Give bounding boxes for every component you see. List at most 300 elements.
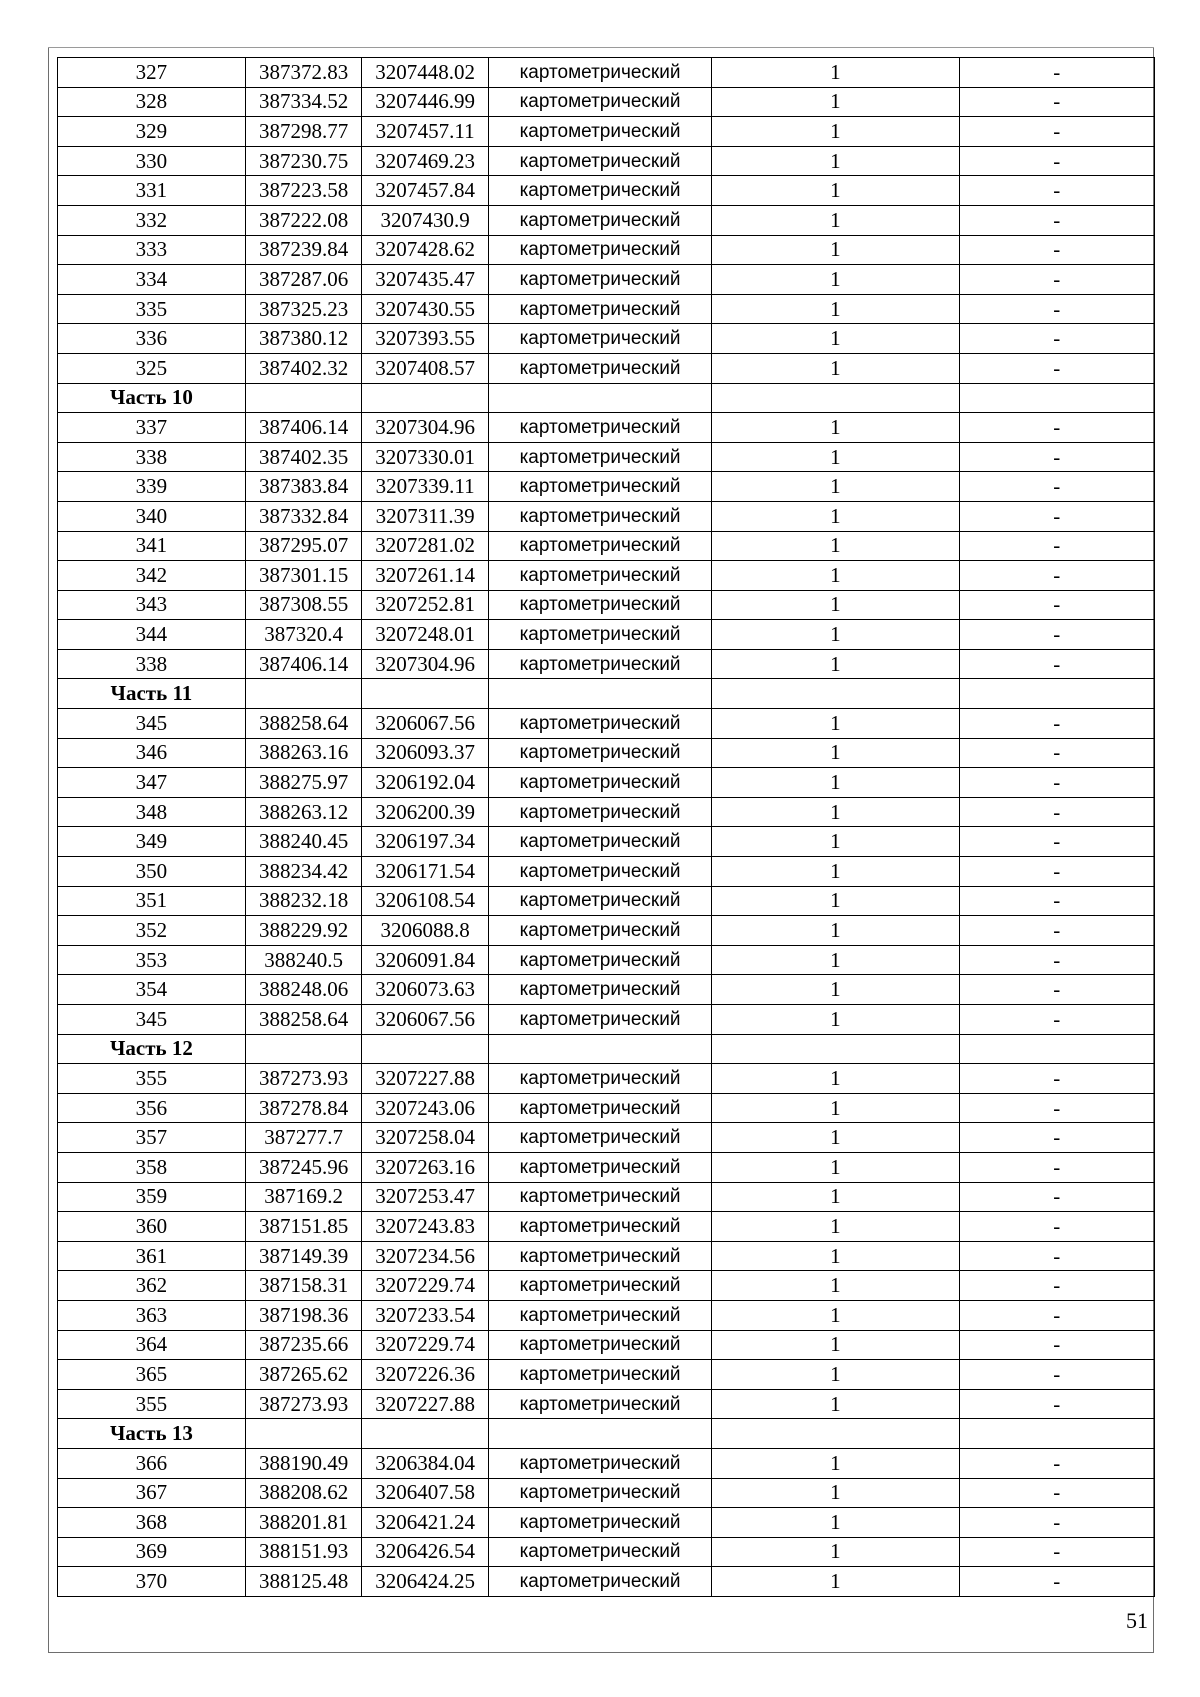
accuracy-cell: 1 [712, 1241, 959, 1271]
y-coordinate-cell: 3207263.16 [362, 1152, 488, 1182]
y-coordinate-cell: 3207226.36 [362, 1360, 488, 1390]
table-row [58, 1093, 1155, 1123]
empty-cell [245, 679, 362, 709]
point-number-cell: 362 [58, 1271, 246, 1301]
method-cell: картометрический [488, 738, 712, 768]
point-number-cell: 369 [58, 1537, 246, 1567]
method-cell: картометрический [488, 176, 712, 206]
note-cell: - [959, 886, 1154, 916]
note-cell: - [959, 857, 1154, 887]
method-cell: картометрический [488, 472, 712, 502]
point-number-cell: 358 [58, 1152, 246, 1182]
point-number-cell: 367 [58, 1478, 246, 1508]
accuracy-cell: 1 [712, 235, 959, 265]
note-cell: - [959, 324, 1154, 354]
x-coordinate-cell: 387406.14 [245, 649, 362, 679]
y-coordinate-cell: 3207304.96 [362, 413, 488, 443]
note-cell: - [959, 1152, 1154, 1182]
note-cell: - [959, 531, 1154, 561]
note-cell: - [959, 768, 1154, 798]
x-coordinate-cell: 388258.64 [245, 709, 362, 739]
page-frame-top-edge [48, 47, 1154, 48]
point-number-cell: 328 [58, 87, 246, 117]
accuracy-cell: 1 [712, 146, 959, 176]
point-number-cell: 352 [58, 916, 246, 946]
note-cell: - [959, 1448, 1154, 1478]
point-number-cell: 348 [58, 797, 246, 827]
note-cell: - [959, 353, 1154, 383]
table-row [58, 561, 1155, 591]
coordinates-table-body [58, 58, 1155, 1597]
y-coordinate-cell: 3207243.06 [362, 1093, 488, 1123]
x-coordinate-cell: 387332.84 [245, 501, 362, 531]
x-coordinate-cell: 388190.49 [245, 1448, 362, 1478]
accuracy-cell: 1 [712, 1389, 959, 1419]
section-header-row [58, 383, 1155, 413]
y-coordinate-cell: 3207408.57 [362, 353, 488, 383]
table-row [58, 1330, 1155, 1360]
empty-cell [362, 383, 488, 413]
empty-cell [362, 679, 488, 709]
accuracy-cell: 1 [712, 294, 959, 324]
x-coordinate-cell: 387230.75 [245, 146, 362, 176]
empty-cell [959, 383, 1154, 413]
point-number-cell: 345 [58, 709, 246, 739]
table-row [58, 442, 1155, 472]
note-cell: - [959, 1537, 1154, 1567]
table-row [58, 1448, 1155, 1478]
table-row [58, 353, 1155, 383]
y-coordinate-cell: 3207229.74 [362, 1330, 488, 1360]
empty-cell [712, 1034, 959, 1064]
accuracy-cell: 1 [712, 827, 959, 857]
note-cell: - [959, 265, 1154, 295]
accuracy-cell: 1 [712, 797, 959, 827]
table-row [58, 531, 1155, 561]
table-row [58, 1567, 1155, 1597]
method-cell: картометрический [488, 1064, 712, 1094]
accuracy-cell: 1 [712, 590, 959, 620]
accuracy-cell: 1 [712, 117, 959, 147]
table-row [58, 87, 1155, 117]
empty-cell [959, 1419, 1154, 1449]
empty-cell [488, 383, 712, 413]
table-row [58, 1123, 1155, 1153]
method-cell: картометрический [488, 294, 712, 324]
accuracy-cell: 1 [712, 353, 959, 383]
y-coordinate-cell: 3207233.54 [362, 1300, 488, 1330]
x-coordinate-cell: 388208.62 [245, 1478, 362, 1508]
empty-cell [362, 1034, 488, 1064]
x-coordinate-cell: 388232.18 [245, 886, 362, 916]
x-coordinate-cell: 388125.48 [245, 1567, 362, 1597]
section-header-row [58, 679, 1155, 709]
point-number-cell: 335 [58, 294, 246, 324]
note-cell: - [959, 58, 1154, 88]
table-row [58, 413, 1155, 443]
empty-cell [245, 383, 362, 413]
y-coordinate-cell: 3207229.74 [362, 1271, 488, 1301]
note-cell: - [959, 472, 1154, 502]
point-number-cell: 341 [58, 531, 246, 561]
note-cell: - [959, 590, 1154, 620]
table-row [58, 472, 1155, 502]
method-cell: картометрический [488, 442, 712, 472]
accuracy-cell: 1 [712, 324, 959, 354]
y-coordinate-cell: 3206424.25 [362, 1567, 488, 1597]
method-cell: картометрический [488, 413, 712, 443]
x-coordinate-cell: 387295.07 [245, 531, 362, 561]
accuracy-cell: 1 [712, 649, 959, 679]
x-coordinate-cell: 387265.62 [245, 1360, 362, 1390]
method-cell: картометрический [488, 709, 712, 739]
accuracy-cell: 1 [712, 87, 959, 117]
note-cell: - [959, 975, 1154, 1005]
method-cell: картометрический [488, 768, 712, 798]
y-coordinate-cell: 3207252.81 [362, 590, 488, 620]
method-cell: картометрический [488, 1448, 712, 1478]
empty-cell [712, 383, 959, 413]
accuracy-cell: 1 [712, 413, 959, 443]
empty-cell [245, 1034, 362, 1064]
accuracy-cell: 1 [712, 768, 959, 798]
table-row [58, 235, 1155, 265]
section-header-row [58, 1419, 1155, 1449]
y-coordinate-cell: 3207446.99 [362, 87, 488, 117]
y-coordinate-cell: 3206407.58 [362, 1478, 488, 1508]
method-cell: картометрический [488, 620, 712, 650]
point-number-cell: 343 [58, 590, 246, 620]
y-coordinate-cell: 3207435.47 [362, 265, 488, 295]
x-coordinate-cell: 388248.06 [245, 975, 362, 1005]
note-cell: - [959, 1271, 1154, 1301]
method-cell: картометрический [488, 1330, 712, 1360]
point-number-cell: 337 [58, 413, 246, 443]
accuracy-cell: 1 [712, 442, 959, 472]
y-coordinate-cell: 3207281.02 [362, 531, 488, 561]
y-coordinate-cell: 3206088.8 [362, 916, 488, 946]
method-cell: картометрический [488, 975, 712, 1005]
note-cell: - [959, 620, 1154, 650]
note-cell: - [959, 827, 1154, 857]
y-coordinate-cell: 3206421.24 [362, 1508, 488, 1538]
x-coordinate-cell: 387151.85 [245, 1212, 362, 1242]
table-row [58, 1508, 1155, 1538]
table-row [58, 58, 1155, 88]
x-coordinate-cell: 387222.08 [245, 205, 362, 235]
method-cell: картометрический [488, 1241, 712, 1271]
table-row [58, 945, 1155, 975]
point-number-cell: 347 [58, 768, 246, 798]
y-coordinate-cell: 3207339.11 [362, 472, 488, 502]
table-row [58, 265, 1155, 295]
y-coordinate-cell: 3206073.63 [362, 975, 488, 1005]
x-coordinate-cell: 388201.81 [245, 1508, 362, 1538]
empty-cell [488, 1034, 712, 1064]
method-cell: картометрический [488, 827, 712, 857]
method-cell: картометрический [488, 353, 712, 383]
y-coordinate-cell: 3207457.84 [362, 176, 488, 206]
method-cell: картометрический [488, 857, 712, 887]
method-cell: картометрический [488, 1212, 712, 1242]
x-coordinate-cell: 388263.16 [245, 738, 362, 768]
table-row [58, 827, 1155, 857]
method-cell: картометрический [488, 146, 712, 176]
x-coordinate-cell: 387277.7 [245, 1123, 362, 1153]
y-coordinate-cell: 3207457.11 [362, 117, 488, 147]
empty-cell [712, 1419, 959, 1449]
x-coordinate-cell: 388275.97 [245, 768, 362, 798]
y-coordinate-cell: 3207448.02 [362, 58, 488, 88]
note-cell: - [959, 738, 1154, 768]
point-number-cell: 333 [58, 235, 246, 265]
y-coordinate-cell: 3207234.56 [362, 1241, 488, 1271]
accuracy-cell: 1 [712, 501, 959, 531]
table-row [58, 146, 1155, 176]
accuracy-cell: 1 [712, 1360, 959, 1390]
table-row [58, 738, 1155, 768]
y-coordinate-cell: 3207227.88 [362, 1064, 488, 1094]
x-coordinate-cell: 387169.2 [245, 1182, 362, 1212]
y-coordinate-cell: 3207393.55 [362, 324, 488, 354]
x-coordinate-cell: 387308.55 [245, 590, 362, 620]
x-coordinate-cell: 387383.84 [245, 472, 362, 502]
x-coordinate-cell: 387149.39 [245, 1241, 362, 1271]
accuracy-cell: 1 [712, 738, 959, 768]
y-coordinate-cell: 3206067.56 [362, 1005, 488, 1035]
accuracy-cell: 1 [712, 916, 959, 946]
note-cell: - [959, 1064, 1154, 1094]
table-row [58, 1064, 1155, 1094]
method-cell: картометрический [488, 205, 712, 235]
table-row [58, 649, 1155, 679]
y-coordinate-cell: 3207248.01 [362, 620, 488, 650]
accuracy-cell: 1 [712, 472, 959, 502]
empty-cell [245, 1419, 362, 1449]
x-coordinate-cell: 387223.58 [245, 176, 362, 206]
x-coordinate-cell: 388263.12 [245, 797, 362, 827]
y-coordinate-cell: 3206067.56 [362, 709, 488, 739]
note-cell: - [959, 1508, 1154, 1538]
section-title: Часть 11 [58, 679, 246, 709]
method-cell: картометрический [488, 1123, 712, 1153]
note-cell: - [959, 797, 1154, 827]
method-cell: картометрический [488, 1300, 712, 1330]
accuracy-cell: 1 [712, 620, 959, 650]
x-coordinate-cell: 388240.5 [245, 945, 362, 975]
section-title: Часть 13 [58, 1419, 246, 1449]
table-row [58, 709, 1155, 739]
table-row [58, 117, 1155, 147]
method-cell: картометрический [488, 1389, 712, 1419]
accuracy-cell: 1 [712, 205, 959, 235]
accuracy-cell: 1 [712, 1448, 959, 1478]
method-cell: картометрический [488, 87, 712, 117]
note-cell: - [959, 1300, 1154, 1330]
method-cell: картометрический [488, 501, 712, 531]
table-row [58, 768, 1155, 798]
point-number-cell: 339 [58, 472, 246, 502]
y-coordinate-cell: 3206108.54 [362, 886, 488, 916]
point-number-cell: 327 [58, 58, 246, 88]
y-coordinate-cell: 3207261.14 [362, 561, 488, 591]
point-number-cell: 331 [58, 176, 246, 206]
method-cell: картометрический [488, 1152, 712, 1182]
table-row [58, 1271, 1155, 1301]
accuracy-cell: 1 [712, 857, 959, 887]
method-cell: картометрический [488, 1478, 712, 1508]
table-row [58, 1360, 1155, 1390]
note-cell: - [959, 117, 1154, 147]
x-coordinate-cell: 388151.93 [245, 1537, 362, 1567]
method-cell: картометрический [488, 649, 712, 679]
method-cell: картометрический [488, 1537, 712, 1567]
y-coordinate-cell: 3206197.34 [362, 827, 488, 857]
method-cell: картометрический [488, 1005, 712, 1035]
accuracy-cell: 1 [712, 886, 959, 916]
x-coordinate-cell: 388258.64 [245, 1005, 362, 1035]
note-cell: - [959, 146, 1154, 176]
method-cell: картометрический [488, 265, 712, 295]
empty-cell [712, 679, 959, 709]
method-cell: картометрический [488, 1567, 712, 1597]
note-cell: - [959, 1567, 1154, 1597]
note-cell: - [959, 294, 1154, 324]
method-cell: картометрический [488, 1360, 712, 1390]
note-cell: - [959, 413, 1154, 443]
point-number-cell: 370 [58, 1567, 246, 1597]
accuracy-cell: 1 [712, 1212, 959, 1242]
note-cell: - [959, 1330, 1154, 1360]
section-title: Часть 12 [58, 1034, 246, 1064]
point-number-cell: 354 [58, 975, 246, 1005]
accuracy-cell: 1 [712, 58, 959, 88]
y-coordinate-cell: 3207311.39 [362, 501, 488, 531]
point-number-cell: 364 [58, 1330, 246, 1360]
y-coordinate-cell: 3207253.47 [362, 1182, 488, 1212]
note-cell: - [959, 1360, 1154, 1390]
method-cell: картометрический [488, 1271, 712, 1301]
x-coordinate-cell: 387406.14 [245, 413, 362, 443]
table-row [58, 1241, 1155, 1271]
accuracy-cell: 1 [712, 265, 959, 295]
y-coordinate-cell: 3207258.04 [362, 1123, 488, 1153]
x-coordinate-cell: 388240.45 [245, 827, 362, 857]
note-cell: - [959, 1123, 1154, 1153]
table-row [58, 1300, 1155, 1330]
accuracy-cell: 1 [712, 561, 959, 591]
note-cell: - [959, 235, 1154, 265]
note-cell: - [959, 176, 1154, 206]
point-number-cell: 346 [58, 738, 246, 768]
point-number-cell: 329 [58, 117, 246, 147]
x-coordinate-cell: 387158.31 [245, 1271, 362, 1301]
accuracy-cell: 1 [712, 1567, 959, 1597]
note-cell: - [959, 1212, 1154, 1242]
x-coordinate-cell: 387325.23 [245, 294, 362, 324]
point-number-cell: 349 [58, 827, 246, 857]
point-number-cell: 353 [58, 945, 246, 975]
accuracy-cell: 1 [712, 1271, 959, 1301]
method-cell: картометрический [488, 945, 712, 975]
point-number-cell: 338 [58, 649, 246, 679]
accuracy-cell: 1 [712, 1537, 959, 1567]
accuracy-cell: 1 [712, 1182, 959, 1212]
y-coordinate-cell: 3207304.96 [362, 649, 488, 679]
table-row [58, 975, 1155, 1005]
x-coordinate-cell: 387301.15 [245, 561, 362, 591]
accuracy-cell: 1 [712, 176, 959, 206]
point-number-cell: 366 [58, 1448, 246, 1478]
note-cell: - [959, 442, 1154, 472]
y-coordinate-cell: 3207428.62 [362, 235, 488, 265]
point-number-cell: 345 [58, 1005, 246, 1035]
point-number-cell: 361 [58, 1241, 246, 1271]
point-number-cell: 356 [58, 1093, 246, 1123]
table-row [58, 205, 1155, 235]
method-cell: картометрический [488, 117, 712, 147]
accuracy-cell: 1 [712, 1478, 959, 1508]
table-row [58, 1537, 1155, 1567]
table-row [58, 916, 1155, 946]
method-cell: картометрический [488, 590, 712, 620]
accuracy-cell: 1 [712, 1508, 959, 1538]
point-number-cell: 355 [58, 1389, 246, 1419]
method-cell: картометрический [488, 531, 712, 561]
method-cell: картометрический [488, 324, 712, 354]
accuracy-cell: 1 [712, 709, 959, 739]
y-coordinate-cell: 3206200.39 [362, 797, 488, 827]
empty-cell [959, 679, 1154, 709]
method-cell: картометрический [488, 1508, 712, 1538]
point-number-cell: 338 [58, 442, 246, 472]
point-number-cell: 363 [58, 1300, 246, 1330]
y-coordinate-cell: 3206384.04 [362, 1448, 488, 1478]
note-cell: - [959, 1241, 1154, 1271]
method-cell: картометрический [488, 561, 712, 591]
note-cell: - [959, 1478, 1154, 1508]
note-cell: - [959, 205, 1154, 235]
accuracy-cell: 1 [712, 945, 959, 975]
empty-cell [362, 1419, 488, 1449]
table-row [58, 1182, 1155, 1212]
note-cell: - [959, 1005, 1154, 1035]
x-coordinate-cell: 387235.66 [245, 1330, 362, 1360]
x-coordinate-cell: 387380.12 [245, 324, 362, 354]
x-coordinate-cell: 387372.83 [245, 58, 362, 88]
y-coordinate-cell: 3206171.54 [362, 857, 488, 887]
table-row [58, 1005, 1155, 1035]
note-cell: - [959, 709, 1154, 739]
table-row [58, 590, 1155, 620]
point-number-cell: 330 [58, 146, 246, 176]
x-coordinate-cell: 387245.96 [245, 1152, 362, 1182]
point-number-cell: 357 [58, 1123, 246, 1153]
x-coordinate-cell: 387298.77 [245, 117, 362, 147]
x-coordinate-cell: 387287.06 [245, 265, 362, 295]
method-cell: картометрический [488, 1093, 712, 1123]
y-coordinate-cell: 3207430.9 [362, 205, 488, 235]
note-cell: - [959, 1182, 1154, 1212]
section-header-row [58, 1034, 1155, 1064]
y-coordinate-cell: 3207227.88 [362, 1389, 488, 1419]
note-cell: - [959, 1389, 1154, 1419]
point-number-cell: 360 [58, 1212, 246, 1242]
note-cell: - [959, 501, 1154, 531]
table-row [58, 324, 1155, 354]
table-row [58, 1212, 1155, 1242]
table-row [58, 1478, 1155, 1508]
